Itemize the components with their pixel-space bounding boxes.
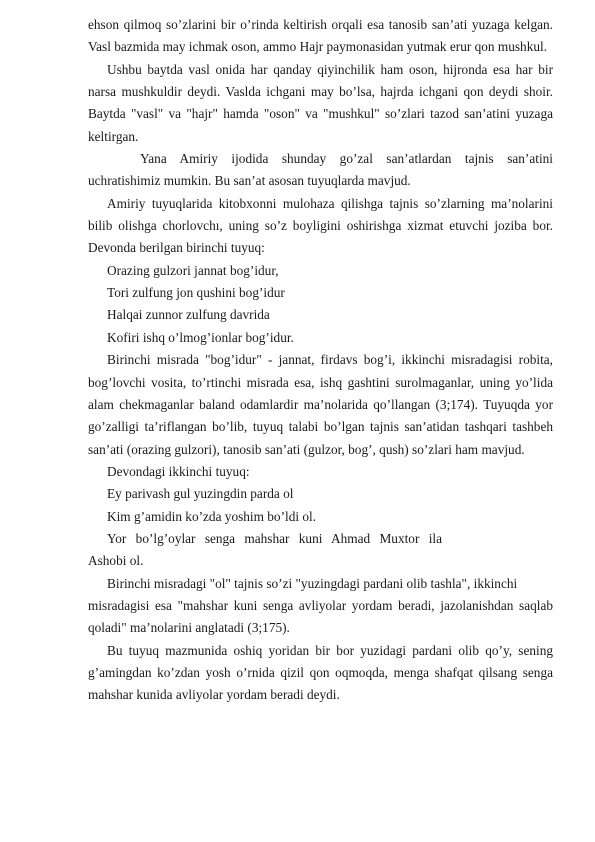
paragraph-vasl-hajr: Ushbu baytda vasl onida har qanday qiyinchilik ham oson, hijronda esa har bir narsa mushkuldir deydi. Vaslda ichgani may bo’lsa, hajrda ichgani qon deydi shoir. Baytda "vasl" va "hajr" hamda "oson" va "mushkul" so’zlari tazod san’atini yuzaga keltirgan. — [88, 61, 553, 144]
paragraph-tajnis-intro: Yana Amiriy ijodida shunday go’zal san’atlardan tajnis san’atini uchratishimiz mumkin. Bu san’at asosan tuyuqlarda mavjud. — [88, 151, 553, 189]
paragraph-second-intro: Devondagi ikkinchi tuyuq: — [107, 463, 250, 479]
verse-line: Yor bo’lg’oylar senga mahshar kuni Ahmad Muxtor ila — [107, 530, 442, 546]
analysis-second-first-line: Birinchi misradagi "ol" tajnis so’zi "yuzingdagi pardani olib tashla", ikkinchi — [107, 575, 518, 591]
document-page — [88, 14, 553, 707]
verse-line: Orazing gulzori jannat bog’idur, — [107, 262, 279, 278]
verse-line: Kofiri ishq o’lmog’ionlar bog’idur. — [107, 329, 294, 345]
paragraph-amiriy-tuyuq: Amiriy tuyuqlarida kitobxonni mulohaza qilishga tajnis so’zlarning ma’nolarini bilib olishga chorlovchı, uning so’z boyligini oshirishga xizmat etuvchi joziba bor. Devonda berilgan birinchi tuyuq: — [88, 195, 553, 256]
tuyuq-second — [88, 483, 553, 572]
paragraph-analysis-second: misradagisi esa "mahshar kuni senga avliyolar yordam beradi, jazolanishdan saqlab qoladi" ma’nolarini anglatadi (3;175). — [88, 597, 553, 636]
verse-line: Tori zulfung jon qushini bog’idur — [107, 285, 285, 301]
paragraph-analysis-first: Birinchi misrada "bog’idur" - jannat, firdavs bog’i, ikkinchi misradagisi robita, bog’lovchi vosita, to’rtinchi misrada esa, ishq gashtini surolmaganlar, uning yo’lida alam chekmaganlar baland odamlardir ma’nolarida qo’llangan (3;174). Tuyuqda yor go’zalligi ta’riflangan bo’lib, tuyuq talabi bo’lgan tajnis san’atidan tashqari tashbeh san’ati (orazing gulzori), tanosib san’ati (gulzor, bog’, qush) so’zlari ham mavjud. — [88, 352, 553, 457]
paragraph-continuation: ehson qilmoq so’zlarini bir o’rinda keltirish orqali esa tanosib san’ati yuzaga kelgan. Vasl bazmida may ichmak oson, ammo Hajr paymonasidan yutmak erur qon mushkul. — [88, 17, 553, 55]
verse-line: Kim g’amidin ko’zda yoshim bo’ldi ol. — [107, 508, 317, 524]
paragraph-final: Bu tuyuq mazmunida oshiq yoridan bir bor yuzidagi pardani olib qo’y, sening g’amingdan ko’zdan yosh o’rnida qizil qon oqmoqda, menga shafqat qilsang senga mahshar kunida avliyolar yordam beradi deydi. — [88, 642, 553, 703]
verse-line: Halqai zunnor zulfung davrida — [107, 307, 270, 323]
tuyuq-first — [88, 260, 553, 349]
verse-line: Ey parivash gul yuzingdin parda ol — [107, 486, 294, 502]
verse-line: Ashobi ol. — [88, 553, 144, 569]
